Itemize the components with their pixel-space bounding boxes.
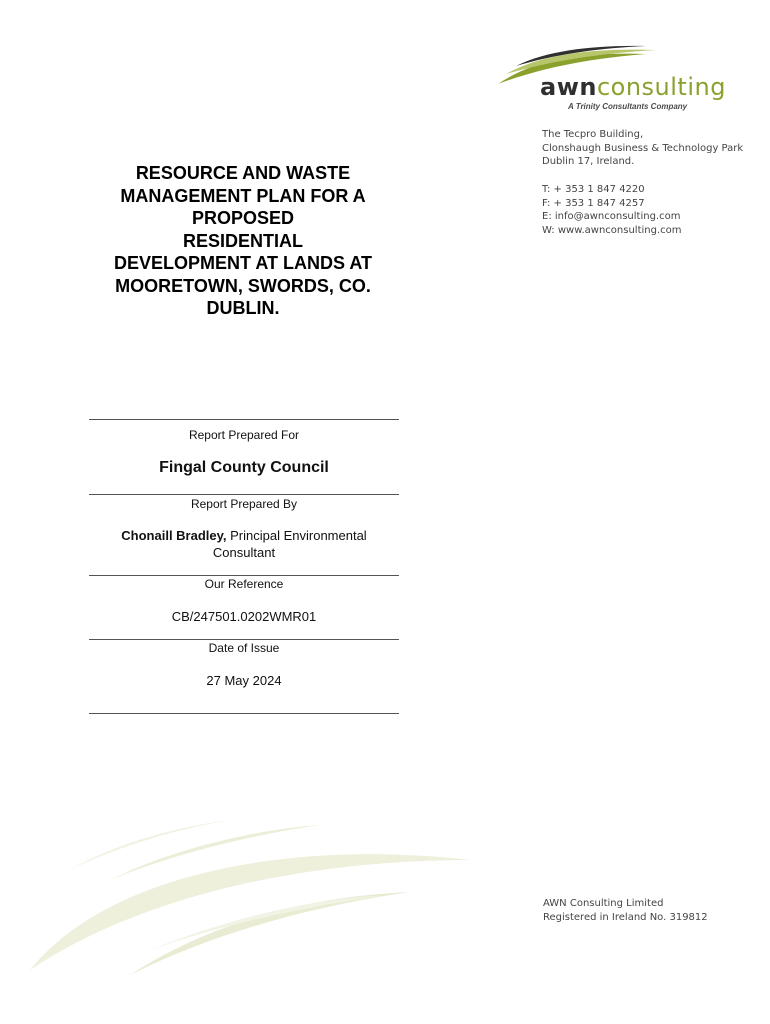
preparer-role: Principal Environmental <box>226 528 367 543</box>
decorative-swoosh-icon <box>0 800 500 1024</box>
divider <box>89 419 399 420</box>
title-line: MANAGEMENT PLAN FOR A <box>120 185 366 206</box>
issue-date: 27 May 2024 <box>206 673 282 688</box>
contact-email: E: info@awnconsulting.com <box>542 211 681 222</box>
address-line: The Tecpro Building, <box>542 129 644 140</box>
client-name: Fingal County Council <box>159 459 329 476</box>
preparer <box>89 527 399 561</box>
office-address <box>542 128 743 169</box>
contact-telephone: T: + 353 1 847 4220 <box>542 184 645 195</box>
preparer-role-cont: Consultant <box>212 545 276 560</box>
title-line: DUBLIN. <box>206 298 280 318</box>
footer-company: AWN Consulting Limited <box>543 898 664 909</box>
contact-details <box>542 183 682 237</box>
footer-registration: Registered in Ireland No. 319812 <box>543 911 708 923</box>
divider <box>89 575 399 576</box>
contact-fax: F: + 353 1 847 4257 <box>542 197 645 209</box>
divider <box>89 713 399 714</box>
title-line: DEVELOPMENT AT LANDS AT <box>114 253 372 273</box>
title-line: MOORETOWN, SWORDS, CO. <box>115 275 371 296</box>
report-title <box>90 162 396 320</box>
divider <box>89 639 399 640</box>
address-line: Dublin 17, Ireland. <box>542 156 635 167</box>
prepared-by-label: Report Prepared By <box>190 497 298 511</box>
logo-awn: awn <box>540 73 597 101</box>
divider <box>89 494 399 495</box>
reference-label: Our Reference <box>204 577 284 591</box>
reference-number: CB/247501.0202WMR01 <box>171 609 317 624</box>
awn-logo <box>496 44 726 118</box>
logo-wordmark <box>540 74 726 100</box>
prepared-for-label: Report Prepared For <box>188 428 300 442</box>
title-line: RESIDENTIAL <box>182 230 303 251</box>
date-label: Date of Issue <box>208 641 280 655</box>
company-registration <box>543 897 708 924</box>
preparer-name: Chonaill Bradley, <box>121 528 227 543</box>
title-line: PROPOSED <box>191 208 295 228</box>
logo-tagline: A Trinity Consultants Company <box>568 102 688 111</box>
title-line: RESOURCE AND WASTE <box>135 163 351 183</box>
contact-website: W: www.awnconsulting.com <box>542 224 682 236</box>
logo-consulting: consulting <box>596 73 726 101</box>
address-line: Clonshaugh Business & Technology Park <box>542 142 744 154</box>
